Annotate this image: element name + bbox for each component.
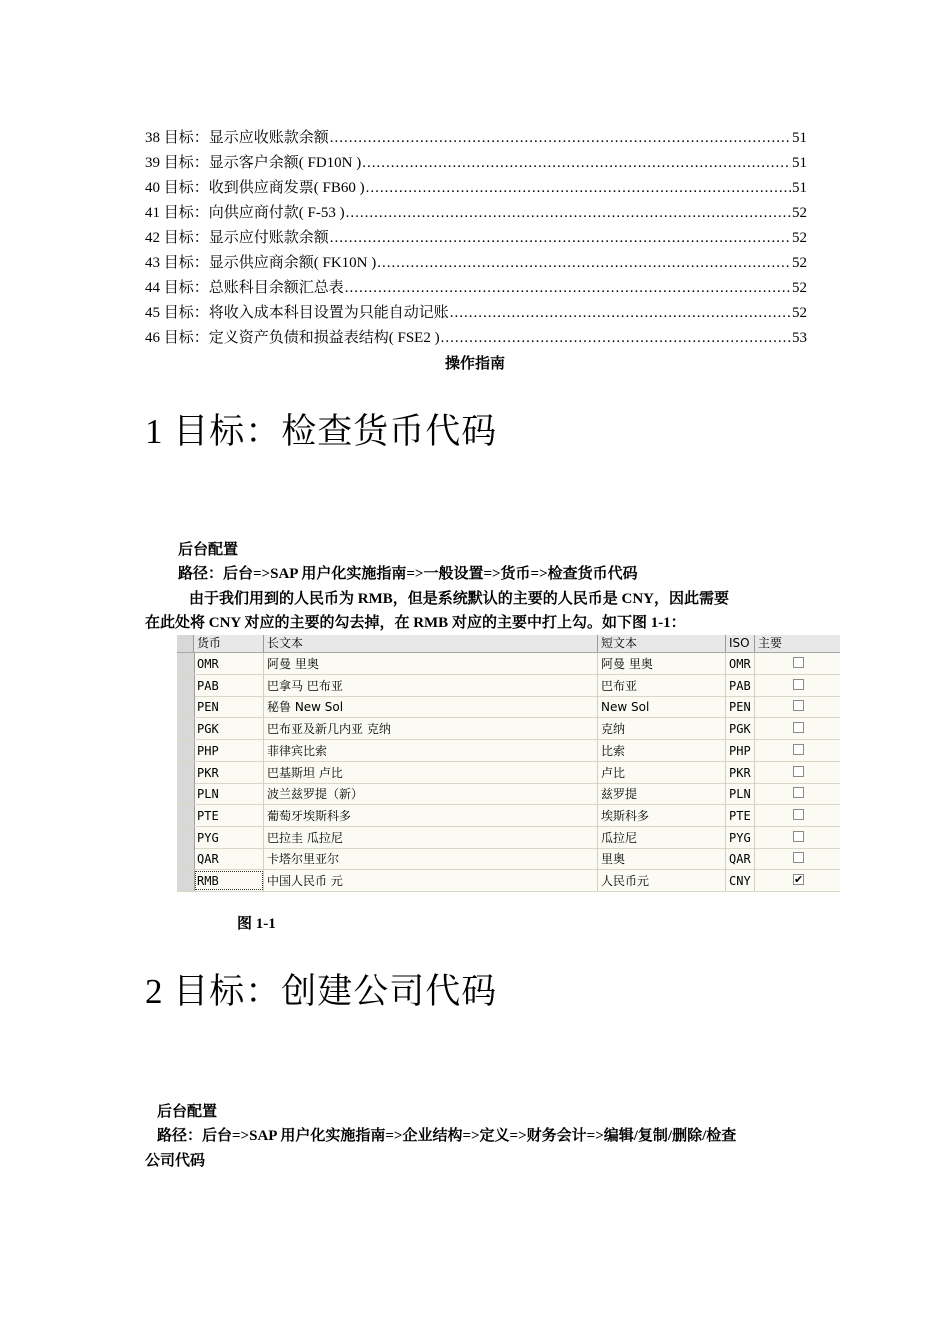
main-currency-cell [755,783,840,804]
currency-code-cell[interactable]: PYG [194,827,264,848]
currency-code-cell[interactable]: QAR [194,848,264,869]
iso-code-cell[interactable]: PAB [726,675,755,696]
main-currency-cell [755,762,840,783]
toc-entry[interactable] [145,326,807,351]
long-text-cell[interactable]: 巴拿马 巴布亚 [264,675,598,696]
row-selector[interactable] [177,827,195,848]
iso-code-cell[interactable]: QAR [726,848,755,869]
header-main[interactable]: 主要 [758,636,783,650]
main-currency-checkbox[interactable] [793,852,804,863]
toc-entry-title: 38 目标：显示应收账款余额 [145,130,329,146]
short-text-cell[interactable]: 里奥 [598,848,726,869]
long-text-cell[interactable]: 巴基斯坦 卢比 [264,762,598,783]
long-text-cell[interactable]: 菲律宾比索 [264,740,598,761]
currency-code-cell[interactable]: PAB [194,675,264,696]
short-text-cell[interactable]: 兹罗提 [598,783,726,804]
toc-entry[interactable] [145,126,807,151]
main-currency-checkbox[interactable] [793,766,804,777]
iso-code-cell[interactable]: PEN [726,696,755,717]
row-selector[interactable] [177,848,195,869]
currency-code-cell[interactable]: PLN [194,783,264,804]
section1-path: 路径：后台=>SAP 用户化实施指南=>一般设置=>货币=>检查货币代码 [178,566,638,582]
figure-caption: 图 1-1 [237,916,276,932]
currency-table [177,635,840,892]
main-currency-cell [755,653,840,674]
long-text-cell[interactable]: 阿曼 里奥 [264,653,598,674]
row-selector[interactable] [177,653,195,674]
table-row[interactable] [177,805,840,827]
toc-leader-dots [362,151,791,176]
long-text-cell[interactable]: 波兰兹罗提（新） [264,783,598,804]
table-row[interactable] [177,762,840,784]
main-currency-checkbox[interactable] [793,722,804,733]
long-text-cell[interactable]: 巴拉圭 瓜拉尼 [264,827,598,848]
table-row[interactable] [177,870,840,892]
toc-entry-page: 52 [792,280,807,296]
toc-entry-title: 41 目标：向供应商付款( F-53 ) [145,205,345,221]
toc-entry[interactable] [145,301,807,326]
currency-code-cell[interactable]: PKR [194,762,264,783]
toc-leader-dots [346,201,791,226]
header-code[interactable]: 货币 [194,635,264,652]
short-text-cell[interactable]: 埃斯科多 [598,805,726,826]
select-all-header[interactable] [177,635,194,652]
toc-leader-dots [345,276,791,301]
row-selector[interactable] [177,740,195,761]
row-selector[interactable] [177,675,195,696]
section1-desc-line1: 由于我们用到的人民币为 RMB，但是系统默认的主要的人民币是 CNY，因此需要 [189,591,729,607]
table-of-contents [145,126,807,351]
main-currency-checkbox[interactable] [793,787,804,798]
toc-entry-title: 44 目标：总账科目余额汇总表 [145,280,344,296]
currency-code-cell[interactable]: PGK [194,718,264,739]
short-text-cell[interactable]: 比索 [598,740,726,761]
iso-code-cell[interactable]: CNY [726,870,755,891]
currency-code-cell[interactable]: RMB [194,870,264,891]
main-currency-cell [755,827,840,848]
table-row[interactable] [177,783,840,805]
short-text-cell[interactable]: New Sol [598,696,726,717]
toc-leader-dots [450,301,791,326]
main-currency-cell [755,696,840,717]
long-text-cell[interactable]: 葡萄牙埃斯科多 [264,805,598,826]
currency-code-cell[interactable]: PEN [194,696,264,717]
long-text-cell[interactable]: 秘鲁 New Sol [264,696,598,717]
iso-code-cell[interactable]: OMR [726,653,755,674]
toc-entry-page: 53 [792,330,807,346]
main-currency-checkbox[interactable] [793,744,804,755]
table-row[interactable] [177,848,840,870]
main-currency-checkbox[interactable]: ✔ [794,873,804,886]
long-text-cell[interactable]: 巴布亚及新几内亚 克纳 [264,718,598,739]
iso-code-cell[interactable]: PGK [726,718,755,739]
toc-leader-dots [330,126,791,151]
toc-entry[interactable] [145,176,807,201]
table-row[interactable] [177,675,840,697]
main-currency-cell [755,805,840,826]
iso-code-cell[interactable]: PHP [726,740,755,761]
toc-leader-dots [330,226,791,251]
main-currency-checkbox[interactable] [793,679,804,690]
toc-entry[interactable] [145,151,807,176]
header-iso[interactable]: ISO [726,635,755,652]
iso-code-cell[interactable]: PLN [726,783,755,804]
toc-entry[interactable] [145,251,807,276]
main-currency-cell [755,848,840,869]
header-short-text[interactable]: 短文本 [598,635,726,652]
toc-leader-dots [377,251,791,276]
short-text-cell[interactable]: 瓜拉尼 [598,827,726,848]
toc-entry-page: 51 [792,155,807,171]
currency-code-cell[interactable]: OMR [194,653,264,674]
iso-code-cell[interactable]: PYG [726,827,755,848]
row-selector[interactable] [177,805,195,826]
row-selector[interactable] [177,783,195,804]
section2-path-line1: 路径：后台=>SAP 用户化实施指南=>企业结构=>定义=>财务会计=>编辑/复制/删除/检查 [157,1128,737,1144]
short-text-cell[interactable]: 卢比 [598,762,726,783]
main-currency-cell [755,675,840,696]
section1-heading: 1 目标：检查货币代码 [145,412,498,451]
toc-entry[interactable] [145,201,807,226]
main-currency-cell [755,870,840,891]
row-selector[interactable] [177,870,195,891]
row-selector[interactable] [177,696,195,717]
row-selector[interactable] [177,762,195,783]
long-text-cell[interactable]: 中国人民币 元 [264,870,598,891]
toc-entry-page: 51 [792,180,807,196]
toc-entry-title: 39 目标：显示客户余额( FD10N ) [145,155,362,171]
section2-path-line2: 公司代码 [145,1153,206,1169]
toc-entry[interactable] [145,226,807,251]
header-long-text[interactable]: 长文本 [264,635,598,652]
table-row[interactable] [177,718,840,740]
main-currency-checkbox[interactable] [793,831,804,842]
main-currency-checkbox[interactable] [793,700,804,711]
toc-entry-title: 45 目标：将收入成本科目设置为只能自动记账 [145,305,449,321]
main-currency-cell [755,718,840,739]
short-text-cell[interactable]: 阿曼 里奥 [598,653,726,674]
row-selector[interactable] [177,718,195,739]
table-row[interactable] [177,696,840,718]
toc-leader-dots [366,176,791,201]
main-currency-checkbox[interactable] [793,809,804,820]
currency-code-cell[interactable]: PHP [194,740,264,761]
section2-config-label: 后台配置 [157,1104,218,1120]
section2-heading: 2 目标：创建公司代码 [145,972,498,1011]
main-currency-checkbox[interactable] [793,657,804,668]
guide-title: 操作指南 [444,356,505,372]
short-text-cell[interactable]: 人民币元 [598,870,726,891]
toc-entry-page: 52 [792,205,807,221]
iso-code-cell[interactable]: PTE [726,805,755,826]
toc-entry-page: 52 [792,230,807,246]
section1-desc-line2: 在此处将 CNY 对应的主要的勾去掉，在 RMB 对应的主要中打上勾。如下图 1-1： [145,615,686,631]
section1-config-label: 后台配置 [178,542,239,558]
toc-entry-page: 52 [792,255,807,271]
toc-entry-title: 42 目标：显示应付账款余额 [145,230,329,246]
toc-entry-title: 46 目标：定义资产负债和损益表结构( FSE2 ) [145,330,440,346]
long-text-cell[interactable]: 卡塔尔里亚尔 [264,848,598,869]
toc-entry[interactable] [145,276,807,301]
iso-code-cell[interactable]: PKR [726,762,755,783]
toc-leader-dots [441,326,791,351]
table-row[interactable] [177,740,840,762]
main-currency-cell [755,740,840,761]
toc-entry-title: 43 目标：显示供应商余额( FK10N ) [145,255,377,271]
currency-code-cell[interactable]: PTE [194,805,264,826]
toc-entry-page: 51 [792,130,807,146]
table-header [177,635,840,653]
table-row[interactable] [177,827,840,849]
toc-entry-title: 40 目标：收到供应商发票( FB60 ) [145,180,365,196]
table-row[interactable] [177,653,840,675]
short-text-cell[interactable]: 巴布亚 [598,675,726,696]
short-text-cell[interactable]: 克纳 [598,718,726,739]
toc-entry-page: 52 [792,305,807,321]
